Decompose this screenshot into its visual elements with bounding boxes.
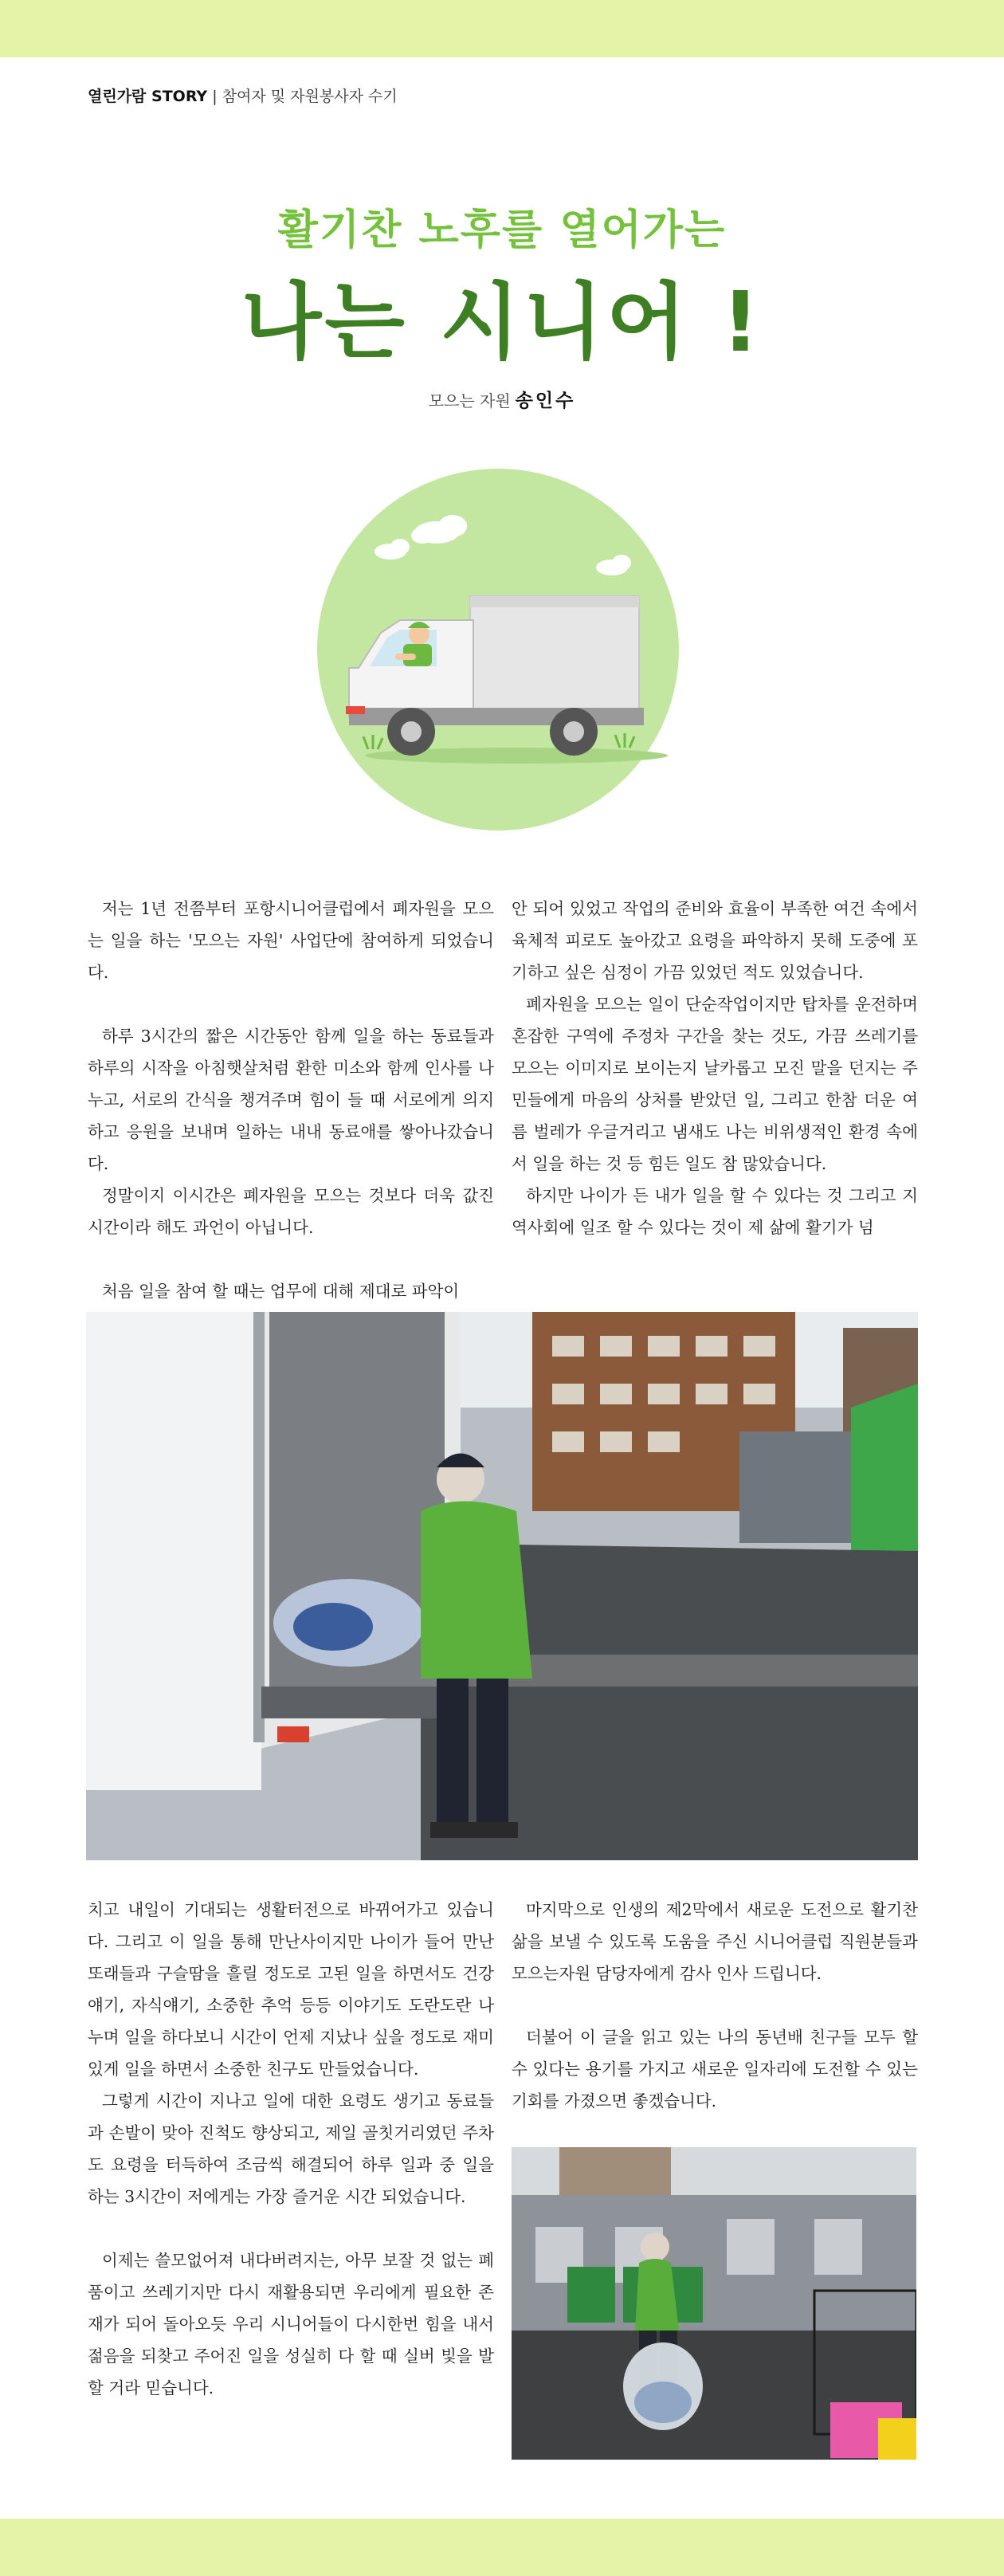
section-label: 참여자 및 자원봉사자 수기	[222, 88, 398, 105]
author-name: 송인수	[515, 391, 576, 411]
bottom-band	[0, 2519, 1004, 2576]
paragraph: 치고 내일이 기대되는 생활터전으로 바뀌어가고 있습니다. 그리고 이 일을 통해 만난사이지만 나이가 들어 만난 또래들과 구슬땀을 흘릴 정도로 고된 일을 하면서도 건강얘기, 자식얘기, 소중한 추억 등등 이야기도 도란도란 나누며 일을 하다보니 시간이 언제 지났나 싶을 정도로 재미있게 일을 하면서 소중한 친구도 만들었습니다.	[88, 1900, 494, 2079]
author-byline	[0, 386, 1004, 412]
paragraph: 이제는 쓸모없어져 내다버려지는, 아무 보잘 것 없는 폐품이고 쓰레기지만 다시 재활용되면 우리에게 필요한 존재가 되어 돌아오듯 우리 시니어들이 다시한번 힘을 내서 젊음을 되찾고 주어진 일을 성실히 다 할 때 실버 빛을 발할 거라 믿습니다.	[88, 2251, 494, 2397]
top-band	[0, 0, 1004, 57]
paragraph: 하지만 나이가 든 내가 일을 할 수 있다는 것 그리고 지역사회에 일조 할 수 있다는 것이 제 삶에 활기가 넘	[512, 1186, 918, 1237]
paragraph: 그렇게 시간이 지나고 일에 대한 요령도 생기고 동료들과 손발이 맞아 진척도 향상되고, 제일 골칫거리였던 주차도 요령을 터득하여 조금씩 해결되어 하루 일과 중 일을 하는 3시간이 저에게는 가장 즐거운 시간 되었습니다.	[88, 2091, 494, 2206]
paragraph: 폐자원을 모으는 일이 단순작업이지만 탑차를 운전하며 혼잡한 구역에 주정차 구간을 찾는 것도, 가끔 쓰레기를 모으는 이미지로 보이는지 날카롭고 모진 말을 던지는 주민들에게 마음의 상처를 받았던 일, 그리고 한참 더운 여름 벌레가 우글거리고 냄새도 나는 비위생적인 환경 속에서 일을 하는 것 등 힘든 일도 참 많았습니다.	[512, 995, 918, 1173]
paragraph: 더불어 이 글을 읽고 있는 나의 동년배 친구들 모두 할 수 있다는 용기를 가지고 새로운 일자리에 도전할 수 있는 기회를 가졌으면 좋겠습니다.	[512, 2028, 918, 2111]
title-line-1: 활기찬 노후를 열어가는	[277, 206, 727, 254]
page-title: 나는 시니어 !	[241, 273, 763, 371]
magazine-brand: 열린가람 STORY	[88, 88, 208, 105]
article-column-3	[88, 1894, 494, 2436]
section-header	[88, 84, 398, 106]
paragraph: 저는 1년 전쯤부터 포항시니어클럽에서 폐자원을 모으는 일을 하는 '모으는 자원' 사업단에 참여하게 되었습니다.	[88, 899, 494, 982]
truck-illustration	[317, 469, 679, 831]
paragraph: 마지막으로 인생의 제2막에서 새로운 도전으로 활기찬 삶을 보낼 수 있도록 도움을 주신 시니어클럽 직원분들과 모으는자원 담당자에게 감사 인사 드립니다.	[512, 1900, 918, 1983]
article-column-2	[512, 893, 918, 1243]
paragraph: 처음 일을 참여 할 때는 업무에 대해 제대로 파악이	[102, 1282, 460, 1301]
photo-loading-truck	[86, 1312, 918, 1860]
author-role: 모으는 자원	[428, 391, 511, 410]
paragraph: 하루 3시간의 짧은 시간동안 함께 일을 하는 동료들과 하루의 시작을 아침햇살처럼 환한 미소와 함께 인사를 나누고, 서로의 간식을 챙겨주며 힘이 들 때 서로에게 의지하고 응원을 보내며 일하는 내내 동료애를 쌓아나갔습니다.	[88, 1027, 494, 1173]
photo-carrying-recycling-bag	[512, 2147, 916, 2460]
article-column-1	[88, 893, 494, 1339]
header-separator: |	[212, 88, 218, 105]
article-column-4	[512, 1894, 918, 2149]
paragraph: 안 되어 있었고 작업의 준비와 효율이 부족한 여건 속에서 육체적 피로도 높아갔고 요령을 파악하지 못해 도중에 포기하고 싶은 심정이 가끔 있었던 적도 있었습니다.	[512, 899, 918, 982]
paragraph: 정말이지 이시간은 폐자원을 모으는 것보다 더욱 값진 시간이라 해도 과언이 아닙니다.	[88, 1186, 494, 1237]
